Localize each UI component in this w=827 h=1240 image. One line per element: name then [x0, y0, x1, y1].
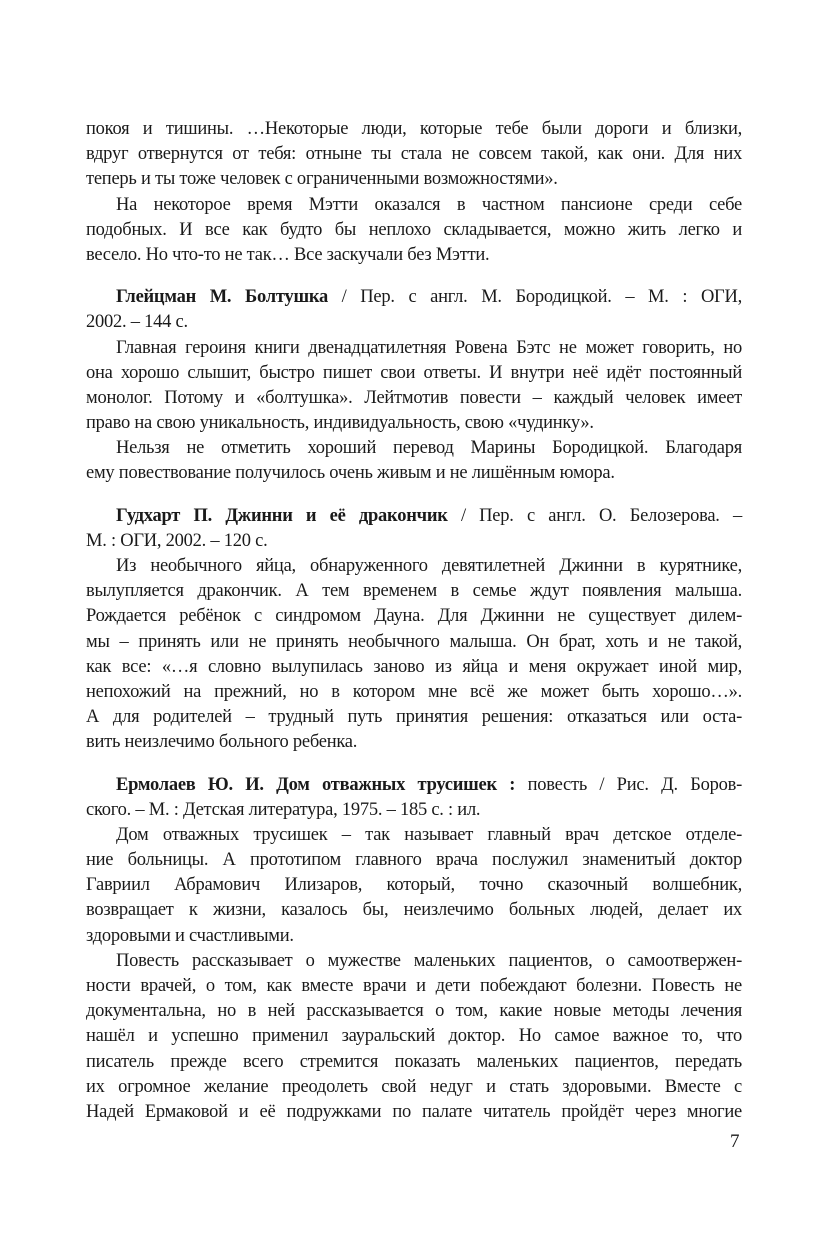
text-line: вдруг отвернутся от тебя: отныне ты стала не совсем такой, как они. Для них: [86, 144, 742, 165]
text-line: весело. Но что-то не так… Все заскучали без Мэтти.: [86, 244, 490, 265]
text-line: Надей Ермаковой и её подружками по палате читатель пройдёт через многие: [86, 1101, 742, 1122]
paragraph: [86, 336, 742, 437]
text-line: А для родителей – трудный путь принятия решения: отказаться или оста-: [86, 707, 742, 728]
text-line: ности врачей, о том, как вместе врачи и дети побеждают болезни. Повесть не: [86, 976, 742, 996]
entry-publication: / Пер. с англ. М. Бородицкой. – М. : ОГИ,: [327, 287, 742, 308]
text-line: писатель прежде всего стремится показать маленьких пациентов, передать: [86, 1051, 742, 1072]
paragraph: [86, 117, 742, 193]
bibliography-entry: [86, 773, 742, 1126]
entry-heading-line: [86, 285, 742, 310]
entry-heading-line: [86, 773, 742, 798]
text-line: их огромное желание преодолеть свой недуг и стать здоровыми. Вместе с: [86, 1076, 742, 1097]
bibliography-entry: [86, 285, 742, 487]
text-line: вить неизлечимо больного ребенка.: [86, 732, 358, 753]
text-line: как все: «…я словно вылупилась заново из яйца и меня окружает иной мир,: [86, 656, 742, 677]
text-line: Повесть рассказывает о мужестве маленьких пациентов, о самоотвержен-: [116, 950, 742, 971]
entry-heading-line: 2002. – 144 с.: [86, 312, 188, 333]
text-line: документальна, но в ней рассказывается о том, какие новые методы лечения: [86, 1001, 742, 1022]
entry-publication: / Пер. с англ. О. Белозерова. –: [447, 505, 742, 526]
text-line: подобных. И все как будто бы неплохо складывается, можно жить легко и: [86, 219, 742, 240]
entry-title: Глейцман М. Болтушка: [116, 287, 328, 308]
page-number: 7: [730, 1131, 740, 1152]
entry-title: Ермолаев Ю. И. Дом отважных трусишек :: [116, 774, 516, 795]
entry-heading-line: М. : ОГИ, 2002. – 120 с.: [86, 530, 268, 551]
text-line: ему повествование получилось очень живым и не лишённым юмора.: [86, 463, 615, 484]
entry-heading-line: ского. – М. : Детская литература, 1975. – 185 с. : ил.: [86, 799, 481, 820]
text-line: Главная героиня книги двенадцатилетняя Ровена Бэтс не может говорить, но: [116, 337, 742, 358]
bibliography-entry: [86, 504, 742, 756]
paragraph: [86, 436, 742, 486]
text-line: нашёл и успешно применил зауральский доктор. Но самое важное то, что: [86, 1026, 742, 1047]
paragraph: [86, 949, 742, 1125]
entry-title: Гудхарт П. Джинни и её дракончик: [116, 505, 448, 526]
text-line: право на свою уникальность, индивидуальность, свою «чудинку».: [86, 413, 594, 434]
text-line: ние больницы. А прототипом главного врача послужил знаменитый доктор: [86, 850, 742, 871]
text-line: монолог. Потому и «болтушка». Лейтмотив повести – каждый человек имеет: [86, 387, 742, 408]
text-line: вылупляется дракончик. А тем временем в семье ждут появления малыша.: [86, 581, 742, 602]
text-line: теперь и ты тоже человек с ограниченными возможностями».: [86, 169, 558, 190]
text-line: возвращает к жизни, казалось бы, неизлечимо больных людей, делает их: [86, 900, 742, 921]
text-line: Нельзя не отметить хороший перевод Марины Бородицкой. Благодаря: [116, 438, 742, 459]
entry-publication: повесть / Рис. Д. Боров-: [515, 774, 742, 795]
paragraph: [86, 193, 742, 269]
text-line: Дом отважных трусишек – так называет главный врач детское отделе-: [116, 824, 742, 845]
text-block: [86, 117, 742, 268]
text-line: она хорошо слышит, быстро пишет свои ответы. И внутри неё идёт постоянный: [86, 362, 742, 383]
text-line: покоя и тишины. …Некоторые люди, которые тебе были дороги и близки,: [86, 119, 742, 139]
text-line: мы – принять или не принять необычного малыша. Он брат, хоть и не такой,: [86, 631, 742, 652]
text-line: Гавриил Абрамович Илизаров, который, точно сказочный волшебник,: [86, 875, 742, 896]
text-line: непохожий на прежний, но в котором мне всё же может быть хорошо…».: [86, 681, 742, 702]
entry-heading-line: [86, 504, 742, 529]
page-body: [86, 117, 742, 1142]
paragraph: [86, 823, 742, 949]
text-line: Рождается ребёнок с синдромом Дауна. Для Джинни не существует дилем-: [86, 606, 742, 627]
paragraph: [86, 554, 742, 756]
text-line: Из необычного яйца, обнаруженного девятилетней Джинни в курятнике,: [116, 556, 742, 576]
text-line: здоровыми и счастливыми.: [86, 925, 294, 946]
text-line: На некоторое время Мэтти оказался в частном пансионе среди себе: [116, 194, 742, 215]
